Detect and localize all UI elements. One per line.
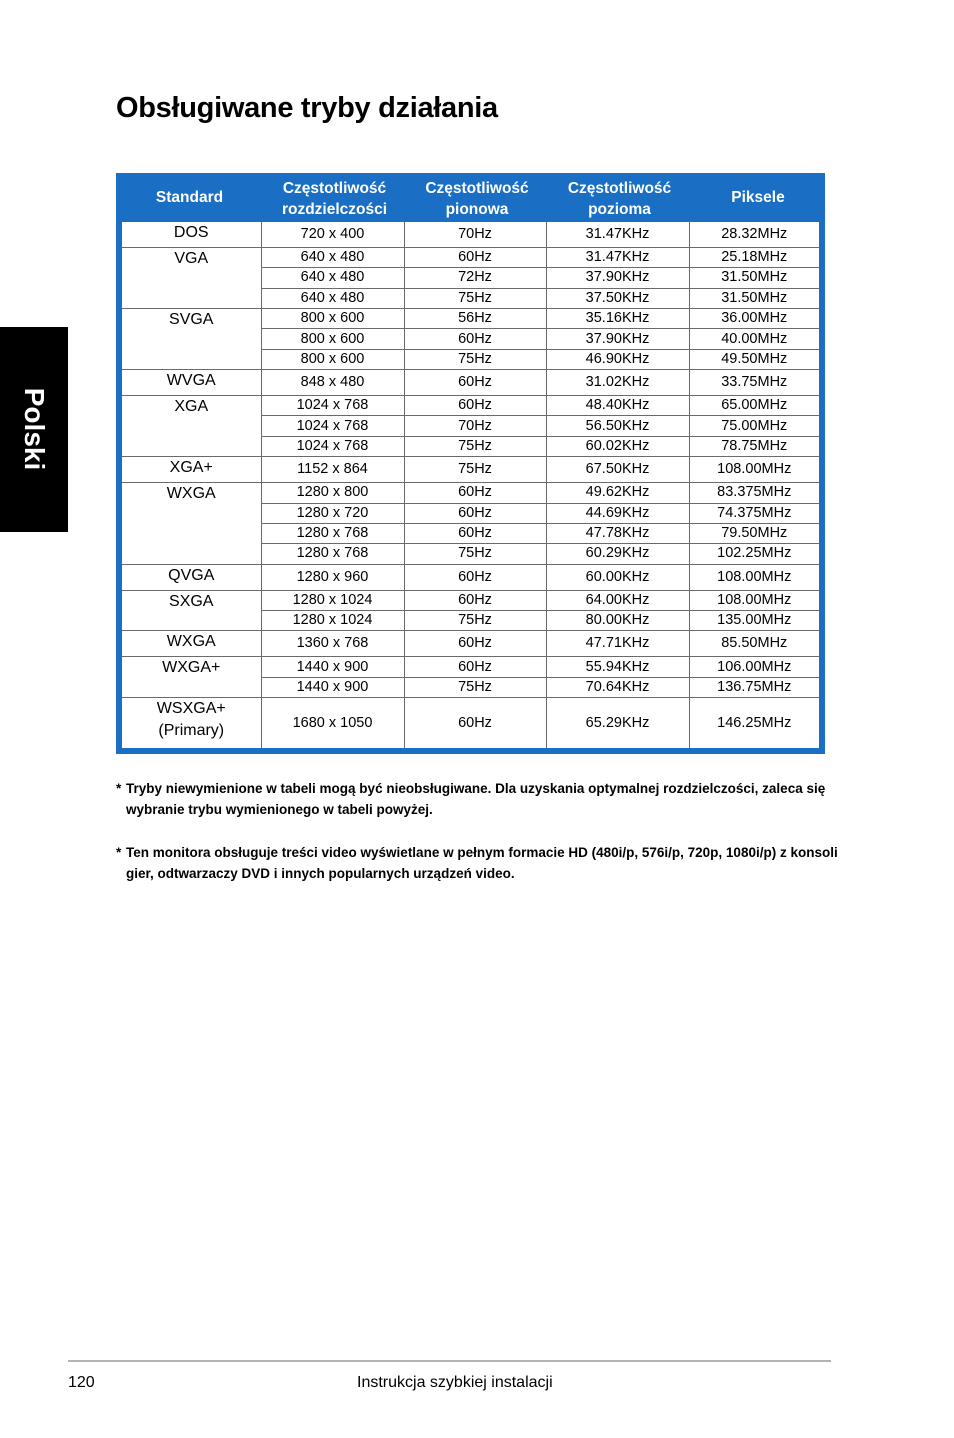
note-text: Tryby niewymienione w tabeli mogą być nieobsługiwane. Dla uzyskania optymalnej rozdzielczości, zaleca się wybranie trybu wymienionego w tabeli powyżej. [126, 781, 826, 817]
pixel-clock-cell: 135.00MHz [689, 611, 819, 631]
standard-cell: SVGA [122, 309, 261, 370]
vertical-frequency-cell: 60Hz [404, 370, 546, 396]
vertical-frequency-cell: 60Hz [404, 698, 546, 748]
table-body [122, 222, 819, 748]
standard-cell: XGA+ [122, 457, 261, 483]
horizontal-frequency-cell: 31.47KHz [546, 247, 689, 267]
pixel-clock-cell: 74.375MHz [689, 503, 819, 523]
standard-cell: WXGA+ [122, 657, 261, 698]
pixel-clock-cell: 31.50MHz [689, 268, 819, 288]
header-resolution: Częstotliwość rozdzielczości [281, 180, 388, 218]
vertical-frequency-cell: 75Hz [404, 288, 546, 308]
horizontal-frequency-cell: 31.02KHz [546, 370, 689, 396]
vertical-frequency-cell: 75Hz [404, 349, 546, 369]
vertical-frequency-cell: 75Hz [404, 544, 546, 564]
pixel-clock-cell: 75.00MHz [689, 416, 819, 436]
standard-cell: SXGA [122, 590, 261, 631]
vertical-frequency-cell: 75Hz [404, 457, 546, 483]
horizontal-frequency-cell: 31.47KHz [546, 222, 689, 247]
vertical-frequency-cell: 60Hz [404, 657, 546, 677]
horizontal-frequency-cell: 64.00KHz [546, 590, 689, 610]
table-row [122, 247, 819, 267]
table-row [122, 564, 819, 590]
pixel-clock-cell: 108.00MHz [689, 564, 819, 590]
resolution-cell: 1280 x 768 [261, 544, 404, 564]
resolution-cell: 1280 x 1024 [261, 611, 404, 631]
vertical-frequency-cell: 60Hz [404, 396, 546, 416]
language-label: Polski [19, 387, 50, 471]
resolution-cell: 1152 x 864 [261, 457, 404, 483]
horizontal-frequency-cell: 37.90KHz [546, 268, 689, 288]
horizontal-frequency-cell: 60.00KHz [546, 564, 689, 590]
table-row [122, 222, 819, 247]
resolution-cell: 800 x 600 [261, 329, 404, 349]
resolution-cell: 1024 x 768 [261, 396, 404, 416]
horizontal-frequency-cell: 67.50KHz [546, 457, 689, 483]
pixel-clock-cell: 79.50MHz [689, 523, 819, 543]
pixel-clock-cell: 25.18MHz [689, 247, 819, 267]
horizontal-frequency-cell: 60.29KHz [546, 544, 689, 564]
vertical-frequency-cell: 60Hz [404, 523, 546, 543]
resolution-cell: 1280 x 720 [261, 503, 404, 523]
horizontal-frequency-cell: 44.69KHz [546, 503, 689, 523]
resolution-cell: 640 x 480 [261, 268, 404, 288]
horizontal-frequency-cell: 37.90KHz [546, 329, 689, 349]
vertical-frequency-cell: 75Hz [404, 677, 546, 697]
table-row [122, 590, 819, 610]
standard-cell: XGA [122, 396, 261, 457]
pixel-clock-cell: 40.00MHz [689, 329, 819, 349]
standard-cell: DOS [122, 222, 261, 247]
resolution-cell: 1024 x 768 [261, 416, 404, 436]
pixel-clock-cell: 49.50MHz [689, 349, 819, 369]
pixel-clock-cell: 102.25MHz [689, 544, 819, 564]
resolution-cell: 1440 x 900 [261, 677, 404, 697]
standard-cell: WSXGA+ (Primary) [122, 698, 261, 748]
horizontal-frequency-cell: 55.94KHz [546, 657, 689, 677]
pixel-clock-cell: 33.75MHz [689, 370, 819, 396]
horizontal-frequency-cell: 56.50KHz [546, 416, 689, 436]
horizontal-frequency-cell: 48.40KHz [546, 396, 689, 416]
horizontal-frequency-cell: 46.90KHz [546, 349, 689, 369]
header-horizontal-frequency: Częstotliwość pozioma [567, 180, 672, 218]
note-marker: * [116, 845, 122, 860]
horizontal-frequency-cell: 49.62KHz [546, 483, 689, 503]
table-header [116, 173, 825, 221]
vertical-frequency-cell: 60Hz [404, 564, 546, 590]
note [116, 842, 856, 884]
pixel-clock-cell: 65.00MHz [689, 396, 819, 416]
header-standard: Standard [155, 188, 224, 206]
table-row [122, 457, 819, 483]
page-title: Obsługiwane tryby działania [116, 92, 498, 124]
standard-cell: VGA [122, 247, 261, 308]
resolution-cell: 848 x 480 [261, 370, 404, 396]
table-row [122, 309, 819, 329]
pixel-clock-cell: 78.75MHz [689, 436, 819, 456]
note [116, 778, 856, 820]
table-row [122, 370, 819, 396]
resolution-cell: 1024 x 768 [261, 436, 404, 456]
table-row [122, 657, 819, 677]
horizontal-frequency-cell: 70.64KHz [546, 677, 689, 697]
pixel-clock-cell: 106.00MHz [689, 657, 819, 677]
pixel-clock-cell: 146.25MHz [689, 698, 819, 748]
header-vertical-frequency: Częstotliwość pionowa [425, 180, 529, 218]
vertical-frequency-cell: 72Hz [404, 268, 546, 288]
resolution-cell: 800 x 600 [261, 349, 404, 369]
horizontal-frequency-cell: 47.71KHz [546, 631, 689, 657]
resolution-cell: 640 x 480 [261, 288, 404, 308]
pixel-clock-cell: 108.00MHz [689, 590, 819, 610]
vertical-frequency-cell: 60Hz [404, 247, 546, 267]
horizontal-frequency-cell: 65.29KHz [546, 698, 689, 748]
note-text: Ten monitora obsługuje treści video wyświetlane w pełnym formacie HD (480i/p, 576i/p, 720p, 1080i/p) z konsoli gier, odtwarzaczy DVD i innych popularnych urządzeń video. [126, 845, 838, 881]
pixel-clock-cell: 83.375MHz [689, 483, 819, 503]
footer-title: Instrukcja szybkiej instalacji [357, 1374, 553, 1391]
resolution-cell: 1280 x 960 [261, 564, 404, 590]
page-number: 120 [68, 1374, 95, 1391]
horizontal-frequency-cell: 35.16KHz [546, 309, 689, 329]
vertical-frequency-cell: 75Hz [404, 611, 546, 631]
pixel-clock-cell: 36.00MHz [689, 309, 819, 329]
standard-cell: QVGA [122, 564, 261, 590]
horizontal-frequency-cell: 47.78KHz [546, 523, 689, 543]
pixel-clock-cell: 85.50MHz [689, 631, 819, 657]
vertical-frequency-cell: 70Hz [404, 416, 546, 436]
resolution-cell: 1280 x 768 [261, 523, 404, 543]
table-row [122, 698, 819, 748]
pixel-clock-cell: 108.00MHz [689, 457, 819, 483]
resolution-cell: 1680 x 1050 [261, 698, 404, 748]
note-marker: * [116, 781, 122, 796]
standard-cell: WVGA [122, 370, 261, 396]
pixel-clock-cell: 31.50MHz [689, 288, 819, 308]
resolution-cell: 1360 x 768 [261, 631, 404, 657]
table-row [122, 631, 819, 657]
resolution-cell: 640 x 480 [261, 247, 404, 267]
footer-divider [68, 1360, 831, 1362]
pixel-clock-cell: 28.32MHz [689, 222, 819, 247]
notes [116, 778, 856, 895]
table-row [122, 396, 819, 416]
vertical-frequency-cell: 75Hz [404, 436, 546, 456]
vertical-frequency-cell: 60Hz [404, 590, 546, 610]
table-row [122, 483, 819, 503]
vertical-frequency-cell: 56Hz [404, 309, 546, 329]
horizontal-frequency-cell: 60.02KHz [546, 436, 689, 456]
standard-cell: WXGA [122, 483, 261, 564]
modes-table [116, 173, 825, 754]
horizontal-frequency-cell: 37.50KHz [546, 288, 689, 308]
vertical-frequency-cell: 60Hz [404, 329, 546, 349]
modes-grid [122, 222, 819, 748]
vertical-frequency-cell: 60Hz [404, 503, 546, 523]
resolution-cell: 1280 x 1024 [261, 590, 404, 610]
pixel-clock-cell: 136.75MHz [689, 677, 819, 697]
resolution-cell: 720 x 400 [261, 222, 404, 247]
resolution-cell: 1280 x 800 [261, 483, 404, 503]
vertical-frequency-cell: 60Hz [404, 483, 546, 503]
horizontal-frequency-cell: 80.00KHz [546, 611, 689, 631]
language-side-tab [0, 327, 68, 532]
resolution-cell: 1440 x 900 [261, 657, 404, 677]
standard-cell: WXGA [122, 631, 261, 657]
vertical-frequency-cell: 70Hz [404, 222, 546, 247]
resolution-cell: 800 x 600 [261, 309, 404, 329]
header-pixel-clock: Piksele [731, 188, 785, 206]
vertical-frequency-cell: 60Hz [404, 631, 546, 657]
